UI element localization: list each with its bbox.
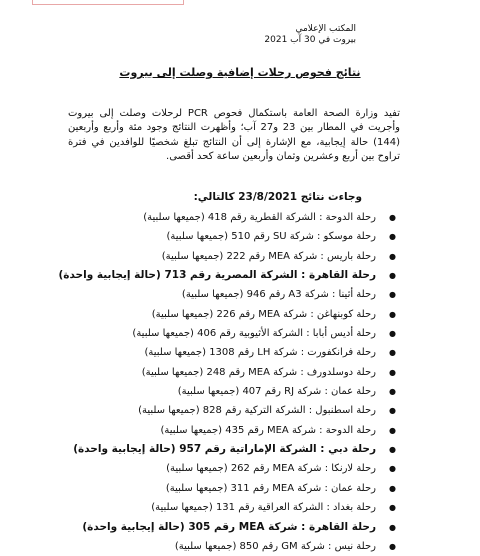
bullet-icon: ● bbox=[389, 541, 396, 551]
bullet-icon: ● bbox=[389, 290, 396, 300]
flight-result-text: رحلة الدوحة : شركة MEA رقم 435 (جميعها سلبية) bbox=[160, 424, 376, 436]
flight-result-item bbox=[0, 305, 480, 324]
page-title: نتائج فحوص رحلات إضافية وصلت إلى بيروت bbox=[119, 66, 361, 79]
flight-result-item bbox=[0, 343, 480, 362]
flight-result-item bbox=[0, 324, 480, 343]
bullet-icon: ● bbox=[389, 251, 396, 261]
bullet-icon: ● bbox=[389, 232, 396, 242]
flight-result-item bbox=[0, 518, 480, 537]
date-line: بيروت في 30 آب 2021 bbox=[264, 35, 356, 45]
flight-result-item bbox=[0, 363, 480, 382]
flight-result-text: رحلة نيس : شركة GM رقم 850 (جميعها سلبية) bbox=[174, 540, 376, 552]
intro-paragraph: تفيد وزارة الصحة العامة باستكمال فحوص PCR لرحلات وصلت إلى بيروت وأجريت في المطار بين 23 و27 آب؛ وأظهرت النتائج وجود مئة وأربع وأربعين (144) حالة إيجابية، مع الإشارة إلى أن النتائج تبلغ شخصيًا للوافدين في فترة تراوح بين أربع وعشرين وثمان وأربعين ساعة كحد أقصى. bbox=[68, 108, 400, 163]
bullet-icon: ● bbox=[389, 406, 396, 416]
flight-result-item bbox=[0, 459, 480, 478]
bullet-icon: ● bbox=[389, 425, 396, 435]
flight-result-text: رحلة كوبنهاغن : شركة MEA رقم 226 (جميعها سلبية) bbox=[151, 308, 376, 320]
flight-result-text: رحلة عمان : شركة MEA رقم 311 (جميعها سلبية) bbox=[165, 482, 376, 494]
bullet-icon: ● bbox=[389, 367, 396, 377]
flight-result-text: رحلة دبي : الشركة الإماراتية رقم 957 (حالة إيجابية واحدة) bbox=[73, 443, 376, 456]
flight-result-text: رحلة اسطنبول : الشركة التركية رقم 828 (جميعها سلبية) bbox=[138, 405, 376, 417]
flight-result-text: رحلة باريس : شركة MEA رقم 222 (جميعها سلبية) bbox=[161, 250, 376, 262]
flight-result-text: رحلة القاهرة : شركة MEA رقم 305 (حالة إيجابية واحدة) bbox=[82, 520, 376, 533]
bullet-icon: ● bbox=[389, 271, 396, 281]
flight-result-text: رحلة دوسلدورف : شركة MEA رقم 248 (جميعها سلبية) bbox=[141, 366, 376, 378]
flight-result-text: رحلة القاهرة : الشركة المصرية رقم 713 (حالة إيجابية واحدة) bbox=[58, 269, 376, 282]
flight-result-text: رحلة موسكو : شركة SU رقم 510 (جميعها سلبية) bbox=[166, 231, 376, 243]
flight-result-item bbox=[0, 266, 480, 285]
bullet-icon: ● bbox=[389, 213, 396, 222]
bullet-icon: ● bbox=[389, 309, 396, 319]
flight-result-item bbox=[0, 227, 480, 246]
bullet-icon: ● bbox=[389, 348, 396, 358]
flight-result-item bbox=[0, 479, 480, 498]
flight-result-text: رحلة أديس أبابا : الشركة الأثيوبية رقم 406 (جميعها سلبية) bbox=[132, 328, 376, 340]
results-heading: وجاءت نتائج 23/8/2021 كالتالي: bbox=[193, 191, 362, 203]
flight-result-text: رحلة الدوحة : الشركة القطرية رقم 418 (جميعها سلبية) bbox=[143, 212, 376, 223]
flight-result-text: رحلة فرانكفورت : شركة LH رقم 1308 (جميعها سلبية) bbox=[144, 347, 376, 359]
bullet-icon: ● bbox=[389, 445, 396, 455]
flight-result-text: رحلة بغداد : الشركة العراقية رقم 131 (جميعها سلبية) bbox=[151, 502, 376, 514]
flight-result-text: رحلة لارنكا : شركة MEA رقم 262 (جميعها سلبية) bbox=[166, 463, 376, 475]
letterhead-box bbox=[32, 0, 184, 5]
flight-result-item bbox=[0, 208, 480, 227]
bullet-icon: ● bbox=[389, 503, 396, 513]
flight-result-text: رحلة عمان : شركة RJ رقم 407 (جميعها سلبية) bbox=[177, 386, 376, 398]
flight-result-text: رحلة أثينا : شركة A3 رقم 946 (جميعها سلبية) bbox=[181, 289, 376, 301]
flight-result-item bbox=[0, 382, 480, 401]
flight-result-item bbox=[0, 285, 480, 304]
bullet-icon: ● bbox=[389, 522, 396, 532]
bullet-icon: ● bbox=[389, 387, 396, 397]
bullet-icon: ● bbox=[389, 464, 396, 474]
flight-result-item bbox=[0, 498, 480, 517]
flight-result-item bbox=[0, 421, 480, 440]
office-label: المكتب الإعلامي bbox=[295, 24, 356, 34]
flight-result-item bbox=[0, 537, 480, 556]
flight-result-item bbox=[0, 247, 480, 266]
flight-results-list bbox=[0, 208, 480, 556]
flight-result-item bbox=[0, 401, 480, 420]
flight-result-item bbox=[0, 440, 480, 459]
bullet-icon: ● bbox=[389, 483, 396, 493]
bullet-icon: ● bbox=[389, 329, 396, 339]
